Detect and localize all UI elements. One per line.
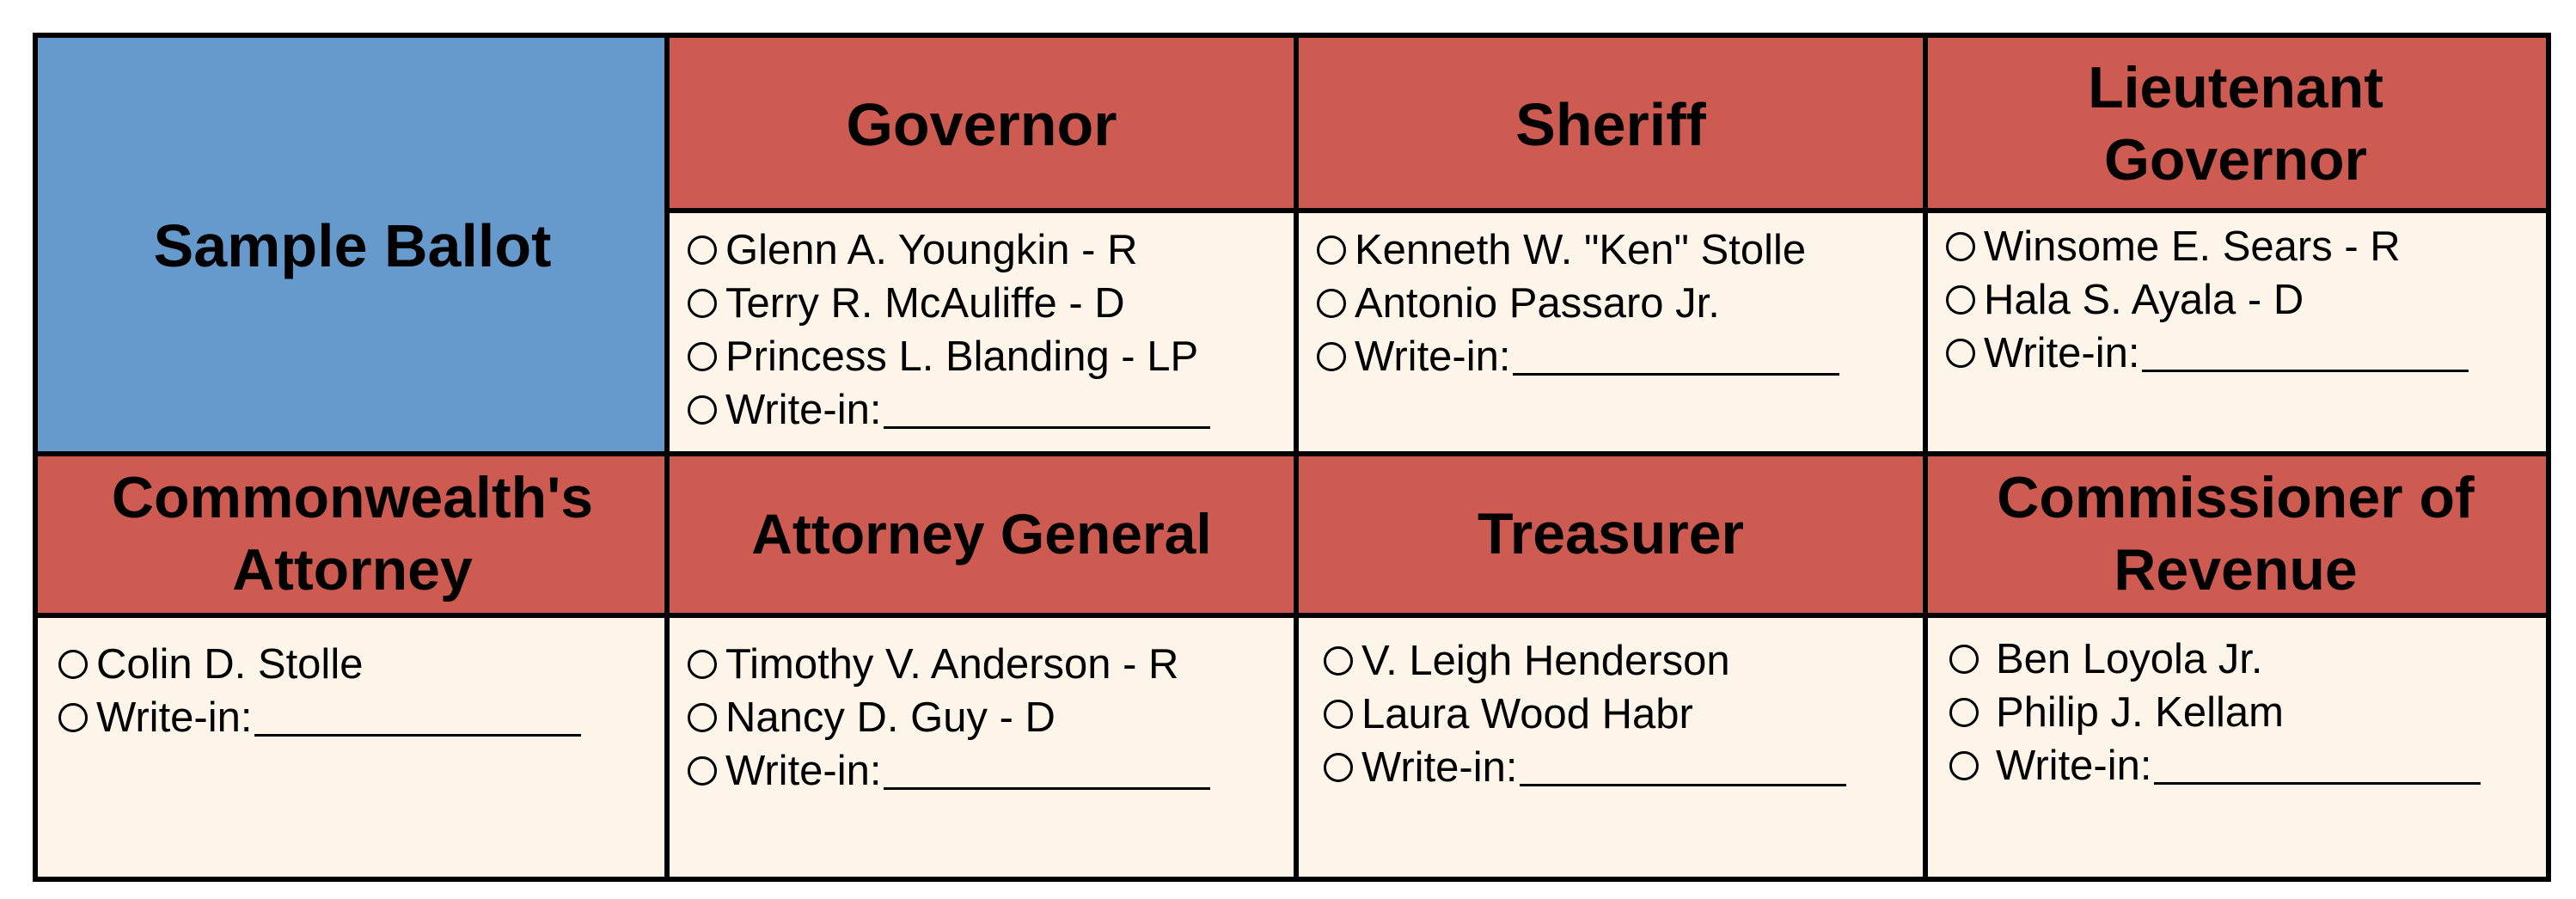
write-in-label: Write-in:: [725, 387, 882, 433]
office-label: Treasurer: [1478, 501, 1744, 567]
radio-button[interactable]: [688, 703, 717, 732]
radio-button[interactable]: [688, 235, 717, 265]
write-in-line[interactable]: [2154, 748, 2481, 785]
race-header-lieutenant-governor: [1925, 38, 2546, 211]
radio-button[interactable]: [688, 756, 717, 786]
office-label: Commissioner of Revenue: [1997, 465, 2475, 602]
race-header-attorney-general: [667, 454, 1296, 615]
write-in-option[interactable]: [1317, 330, 1925, 383]
race-options-lieutenant-governor: [1925, 211, 2546, 454]
sample-ballot: [33, 33, 2551, 882]
grid-divider: [1923, 38, 1928, 877]
radio-button[interactable]: [1946, 232, 1975, 261]
office-label: Attorney General: [751, 502, 1212, 566]
candidate-option[interactable]: [688, 691, 1296, 744]
grid-divider: [667, 208, 2546, 213]
office-label: Lieutenant Governor: [2088, 55, 2383, 193]
candidate-name: Princess L. Blanding - LP: [725, 333, 1199, 380]
write-in-label: Write-in:: [96, 694, 253, 741]
write-in-line[interactable]: [2142, 335, 2469, 372]
candidate-option[interactable]: [688, 277, 1296, 330]
radio-button[interactable]: [1324, 646, 1353, 676]
office-label: Sheriff: [1515, 90, 1706, 158]
candidate-name: Philip J. Kellam: [1996, 689, 2284, 736]
ballot-title-cell: [38, 38, 667, 454]
radio-button[interactable]: [1946, 339, 1975, 368]
grid-divider: [38, 613, 2546, 618]
write-in-option[interactable]: [58, 691, 667, 744]
write-in-line[interactable]: [1513, 339, 1839, 376]
candidate-option[interactable]: [1317, 223, 1925, 277]
race-options-treasurer: [1296, 615, 1925, 877]
race-header-governor: [667, 38, 1296, 211]
candidate-name: Colin D. Stolle: [96, 641, 364, 688]
candidate-option[interactable]: [1949, 633, 2546, 686]
radio-button[interactable]: [1317, 289, 1346, 318]
race-options-sheriff: [1296, 211, 1925, 454]
write-in-line[interactable]: [884, 392, 1210, 429]
race-header-treasurer: [1296, 454, 1925, 615]
race-options-commissioner-of-revenue: [1925, 615, 2546, 877]
candidate-name: Winsome E. Sears - R: [1984, 223, 2401, 270]
candidate-option[interactable]: [1946, 273, 2546, 327]
radio-button[interactable]: [1324, 753, 1353, 782]
candidate-name: Ben Loyola Jr.: [1996, 636, 2263, 682]
radio-button[interactable]: [1324, 700, 1353, 729]
write-in-line[interactable]: [254, 700, 581, 737]
write-in-option[interactable]: [1949, 739, 2546, 792]
grid-divider: [1294, 38, 1299, 877]
race-options-attorney-general: [667, 615, 1296, 877]
race-options-governor: [667, 211, 1296, 454]
candidate-option[interactable]: [1317, 277, 1925, 330]
candidate-option[interactable]: [688, 330, 1296, 383]
candidate-name: Kenneth W. "Ken" Stolle: [1355, 227, 1807, 273]
candidate-option[interactable]: [58, 638, 667, 691]
radio-button[interactable]: [1949, 645, 1979, 674]
write-in-line[interactable]: [1520, 749, 1846, 786]
write-in-label: Write-in:: [1355, 333, 1511, 380]
radio-button[interactable]: [688, 342, 717, 371]
radio-button[interactable]: [1317, 342, 1346, 371]
candidate-option[interactable]: [688, 638, 1296, 691]
candidate-option[interactable]: [1324, 634, 1925, 688]
candidate-option[interactable]: [1324, 688, 1925, 741]
race-header-commissioner-of-revenue: [1925, 454, 2546, 615]
radio-button[interactable]: [58, 650, 88, 679]
candidate-name: Hala S. Ayala - D: [1984, 277, 2304, 323]
candidate-name: Nancy D. Guy - D: [725, 694, 1055, 741]
candidate-option[interactable]: [688, 223, 1296, 277]
write-in-option[interactable]: [1946, 327, 2546, 380]
race-options-commonwealths-attorney: [38, 615, 667, 877]
ballot-title: Sample Ballot: [153, 212, 552, 279]
race-header-commonwealths-attorney: [38, 454, 667, 615]
radio-button[interactable]: [688, 650, 717, 679]
radio-button[interactable]: [688, 289, 717, 318]
write-in-label: Write-in:: [1361, 744, 1518, 791]
office-label: Governor: [846, 90, 1117, 158]
write-in-option[interactable]: [688, 383, 1296, 437]
candidate-name: Terry R. McAuliffe - D: [725, 280, 1125, 327]
radio-button[interactable]: [1949, 698, 1979, 727]
candidate-option[interactable]: [1949, 686, 2546, 739]
candidate-name: Timothy V. Anderson - R: [725, 641, 1179, 688]
write-in-label: Write-in:: [725, 748, 882, 794]
candidate-name: V. Leigh Henderson: [1361, 638, 1730, 684]
write-in-line[interactable]: [884, 753, 1210, 790]
candidate-name: Antonio Passaro Jr.: [1355, 280, 1720, 327]
radio-button[interactable]: [1946, 285, 1975, 315]
radio-button[interactable]: [1949, 751, 1979, 780]
grid-divider: [664, 38, 670, 877]
write-in-option[interactable]: [1324, 741, 1925, 794]
radio-button[interactable]: [688, 395, 717, 425]
grid-divider: [38, 451, 2546, 456]
candidate-name: Glenn A. Youngkin - R: [725, 227, 1138, 273]
race-header-sheriff: [1296, 38, 1925, 211]
write-in-option[interactable]: [688, 744, 1296, 798]
write-in-label: Write-in:: [1996, 743, 2152, 789]
write-in-label: Write-in:: [1984, 330, 2140, 376]
candidate-option[interactable]: [1946, 220, 2546, 273]
office-label: Commonwealth's Attorney: [111, 465, 594, 602]
radio-button[interactable]: [1317, 235, 1346, 265]
radio-button[interactable]: [58, 703, 88, 732]
candidate-name: Laura Wood Habr: [1361, 691, 1693, 737]
